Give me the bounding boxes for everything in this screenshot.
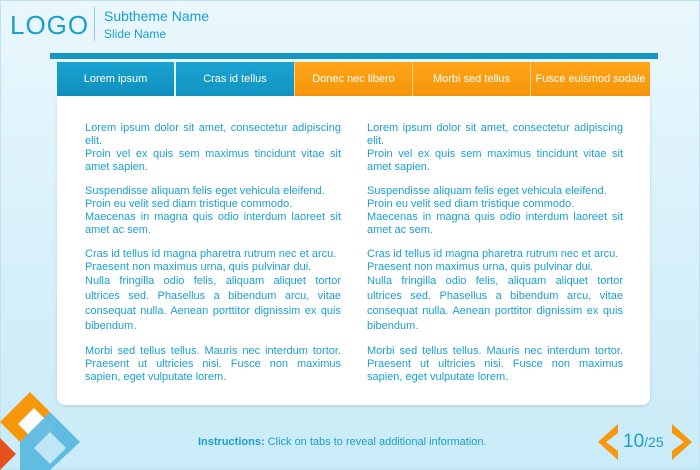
header-divider (94, 7, 95, 41)
page-current: 10 (623, 431, 645, 452)
content-panel (57, 96, 650, 405)
content-column-left (85, 122, 341, 395)
text-line: Praesent non maximus urna, quis pulvinar dui. (85, 261, 312, 273)
paragraph (85, 122, 341, 174)
tab-label: Cras id tellus (203, 72, 267, 85)
text-line: Maecenas in magna quis odio interdum laoreet sit amet ac sem. (367, 211, 623, 236)
content-column-right (367, 122, 623, 395)
paragraph (85, 248, 341, 334)
paragraph (367, 248, 623, 334)
tab-label: Fusce euismod sodale (535, 72, 646, 85)
tab-bar-strip (50, 53, 658, 59)
corner-decoration (0, 392, 80, 470)
instructions-text (198, 436, 487, 448)
text-line: Proin eu velit sed diam tristique commodo. (367, 198, 575, 210)
tab-label: Donec nec libero (312, 72, 395, 85)
slide-name: Slide Name (104, 27, 167, 41)
chevron-left-icon[interactable] (598, 424, 618, 460)
text-line: Proin vel ex quis sem maximus tincidunt vitae sit amet sapien. (85, 148, 341, 173)
text-line: Suspendisse aliquam felis eget vehicula eleifend. (367, 185, 607, 197)
paragraph (85, 345, 341, 384)
tab-bar (57, 62, 650, 96)
text-line: Morbi sed tellus tellus. Mauris nec interdum tortor. Praesent ut ultricies nisi. Fusce non maximus sapien, eget vulputate lorem. (367, 345, 623, 383)
text-line: Proin vel ex quis sem maximus tincidunt vitae sit amet sapien. (367, 148, 623, 173)
instructions-body: Click on tabs to reveal additional information. (264, 436, 487, 448)
tab-fusce-euismod-sodale[interactable] (530, 62, 650, 96)
page-total: /25 (644, 434, 664, 450)
tab-label: Morbi sed tellus (432, 72, 511, 85)
text-line: Nulla fringilla odio felis, aliquam aliquet tortor ultrices sed. Phasellus a bibendum arcu, vitae consequat nulla. Aenean porttitor dignissim ex quis bibendum. (367, 275, 623, 332)
text-line: Cras id tellus id magna pharetra rutrum nec et arcu. (367, 248, 619, 260)
pager (598, 424, 694, 460)
paragraph (367, 185, 623, 237)
paragraph (367, 122, 623, 174)
paragraph (367, 345, 623, 384)
text-line: Cras id tellus id magna pharetra rutrum nec et arcu. (85, 248, 337, 260)
text-line: Praesent non maximus urna, quis pulvinar dui. (367, 261, 594, 273)
page-indicator (623, 431, 664, 453)
text-line: Morbi sed tellus tellus. Mauris nec interdum tortor. Praesent ut ultricies nisi. Fusce non maximus sapien, eget vulputate lorem. (85, 345, 341, 383)
tab-donec-nec-libero[interactable] (294, 62, 412, 96)
text-line: Lorem ipsum dolor sit amet, consectetur adipiscing elit. (85, 122, 341, 147)
tab-morbi-sed-tellus[interactable] (412, 62, 530, 96)
text-line: Lorem ipsum dolor sit amet, consectetur adipiscing elit. (367, 122, 623, 147)
text-line: Suspendisse aliquam felis eget vehicula eleifend. (85, 185, 325, 197)
text-line: Proin eu velit sed diam tristique commodo. (85, 198, 293, 210)
text-line: Nulla fringilla odio felis, aliquam aliquet tortor ultrices sed. Phasellus a bibendum arcu, vitae consequat nulla. Aenean porttitor dignissim ex quis bibendum. (85, 275, 341, 332)
paragraph (85, 185, 341, 237)
text-line: Maecenas in magna quis odio interdum laoreet sit amet ac sem. (85, 211, 341, 236)
instructions-label: Instructions: (198, 436, 265, 448)
logo: LOGO (10, 10, 90, 40)
tab-lorem-ipsum[interactable] (57, 62, 174, 96)
chevron-right-icon[interactable] (672, 424, 692, 460)
tab-label: Lorem ipsum (83, 72, 148, 85)
subtheme-title: Subtheme Name (104, 8, 210, 24)
